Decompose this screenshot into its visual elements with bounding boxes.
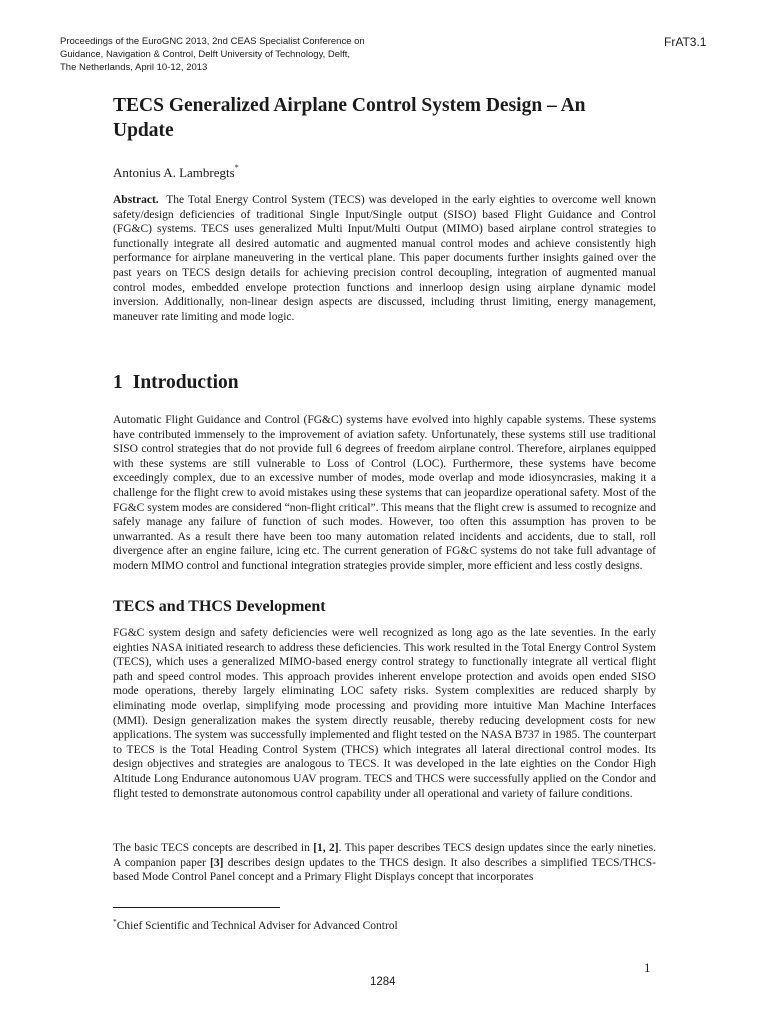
abstract — [113, 193, 656, 324]
author-name: Antonius A. Lambregts — [113, 165, 235, 180]
footnote-mark: * — [113, 917, 117, 926]
proceedings-line: Proceedings of the EuroGNC 2013, 2nd CEAS Specialist Conference on — [60, 36, 365, 47]
footnote-divider — [113, 907, 280, 908]
section-heading-introduction — [113, 372, 239, 394]
author-line — [113, 163, 239, 181]
session-code: FrAT3.1 — [664, 35, 707, 49]
proceedings-line: The Netherlands, April 10-12, 2013 — [60, 62, 208, 73]
abstract-text: The Total Energy Control System (TECS) was developed in the early eighties to overcome well known safety/design deficiencies of traditional Single Input/Single output (SISO) based Flight Guidance and Control (FG&C) systems. TECS uses generalized Multi Input/Multi Output (MIMO) based airplane control strategies to functionally integrate all desired automatic and augmented manual control modes and achieve consistently high performance for airplane maneuvering in the vertical plane. This paper documents further insights gained over the past years on TECS design details for achieving precision control decoupling, integration of augmented manual control modes, embedded envelope protection functions and innerloop design using airplane dynamic model inversion. Additionally, non-linear design aspects are discussed, including thrust limiting, energy management, maneuver rate limiting and mode logic. — [113, 194, 656, 323]
citation-ref: [1, 2] — [313, 842, 339, 854]
author-footnote-mark: * — [234, 163, 239, 172]
page-number: 1 — [644, 960, 651, 975]
concepts-paragraph — [113, 841, 656, 885]
citation-ref: [3] — [210, 856, 224, 869]
section-number: 1 — [113, 372, 123, 393]
text-run: describes design updates to the THCS design. It also describes a simplified TECS/THCS-based Mode Control Panel concept and a Primary Flight Displays concept that incorporates — [113, 856, 656, 884]
proceedings-page-number: 1284 — [370, 976, 396, 988]
text-run: The basic TECS concepts are described in — [113, 842, 314, 854]
subsection-heading: TECS and THCS Development — [113, 598, 326, 615]
footnote — [113, 917, 398, 932]
introduction-paragraph: Automatic Flight Guidance and Control (FG&C) systems have evolved into highly capable systems. These systems have contributed immensely to the improvement of aviation safety. Unfortunately, these systems still use traditional SISO control strategies that do not provide full 6 degrees of freedom airplane control. Therefore, airplanes equipped with these systems are still vulnerable to Loss of Control (LOC). Furthermore, these systems have become exceedingly complex, due to an excessive number of modes, mode overlap and mode idiosyncrasies, making it a challenge for the flight crew to avoid mistakes using these systems that can jeopardize operational safety. Most of the FG&C system modes are considered “non-flight critical”. This means that the flight crew is assumed to recognize and safely manage any failure of function of such modes. However, too often this assumption has proven to be unwarranted. As a result there have been too many automation related incidents and accidents, due to stall, roll divergence after an engine failure, icing etc. The current generation of FG&C systems do not take full advantage of modern MIMO control and functional integration strategies provide simpler, more efficient and less costly designs. — [113, 414, 656, 572]
paper-title: TECS Generalized Airplane Control System Design – An Update — [113, 95, 586, 141]
abstract-label: Abstract. — [113, 194, 159, 206]
proceedings-header — [60, 35, 420, 74]
development-paragraph: FG&C system design and safety deficiencies were well recognized as long ago as the late seventies. In the early eighties NASA initiated research to address these deficiencies. This work resulted in the Total Energy Control System (TECS), which uses a generalized MIMO-based energy control strategy to functionally integrate all vertical flight path and speed control modes. This approach provides inherent envelope protection and avoids open ended SISO mode operations, thereby largely eliminating LOC safety risks. System complexities are reduced sharply by eliminating mode overlap, simplifying mode processing and providing more intuitive Man Machine Interfaces (MMI). Design generalization makes the system directly reusable, thereby reducing development costs for new applications. The system was successfully implemented and flight tested on the NASA B737 in 1985. The counterpart to TECS is the Total Heading Control System (THCS) which integrates all lateral directional control modes. Its design objectives and strategies are analogous to TECS. It was developed in the late eighties on the Condor High Altitude Long Endurance autonomous UAV program. TECS and THCS were successfully applied on the Condor and flight tested to demonstrate autonomous control capability under all operational and variety of failure conditions. — [113, 627, 656, 800]
text-run: . This paper describes TECS design updates since the early nineties. A companion paper — [113, 842, 656, 869]
footnote-text: Chief Scientific and Technical Adviser for Advanced Control — [116, 920, 398, 932]
section-title: Introduction — [132, 372, 239, 393]
proceedings-line: Guidance, Navigation & Control, Delft University of Technology, Delft, — [60, 49, 351, 60]
